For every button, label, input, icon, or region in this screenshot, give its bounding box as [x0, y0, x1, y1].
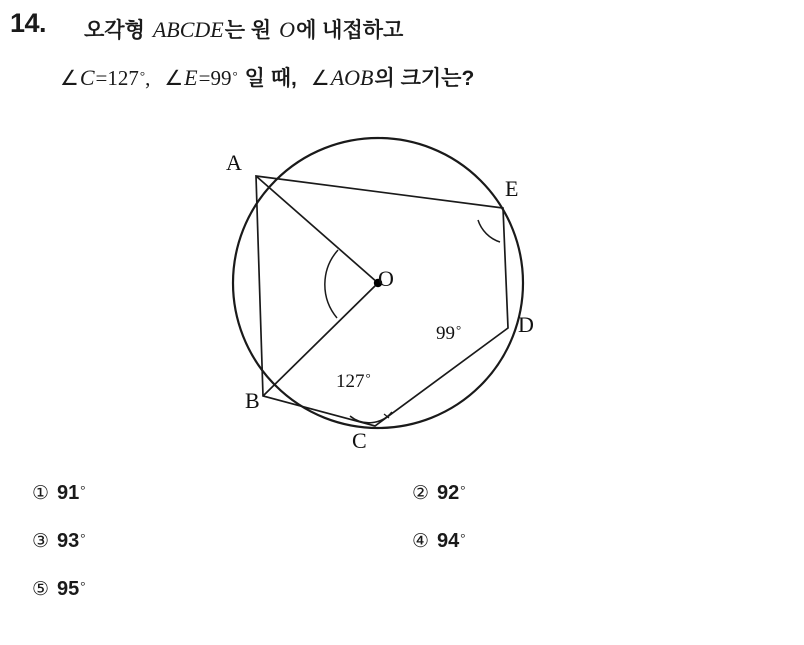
choice-2[interactable] — [412, 480, 466, 505]
choice-value-2: 92 — [437, 482, 460, 504]
choice-marker-2: ② — [412, 482, 430, 504]
comma-separator: , — [145, 66, 151, 90]
vertex-label-e: E — [505, 176, 519, 201]
degree-icon: ° — [456, 322, 462, 337]
degree-icon: ° — [460, 530, 466, 545]
angle-arc-aob — [325, 250, 338, 318]
choice-marker-5: ⑤ — [32, 578, 50, 600]
angle-symbol-e: ∠ — [164, 66, 184, 90]
angle-arc-e — [478, 220, 500, 242]
choice-marker-1: ① — [32, 482, 50, 504]
choice-value-4: 94 — [437, 530, 460, 552]
degree-icon: ° — [232, 68, 238, 83]
figure-angle-c-value: 127 — [336, 371, 365, 392]
vertex-label-a: A — [226, 150, 242, 175]
question-polygon-name: ABCDE — [152, 17, 224, 42]
degree-icon: ° — [80, 482, 86, 497]
equals-e: = — [198, 66, 211, 90]
question-number: 14. — [10, 8, 47, 38]
question-text-pentagon: 오각형 — [84, 19, 145, 42]
figure-angle-e-annotation — [436, 322, 461, 345]
vertex-label-d: D — [518, 312, 534, 337]
question-line-2 — [60, 62, 474, 92]
equals-c: = — [95, 66, 108, 90]
angle-symbol-aob: ∠ — [310, 66, 330, 90]
choice-marker-3: ③ — [32, 530, 50, 552]
angle-aob-name: AOB — [330, 65, 374, 90]
degree-icon: ° — [80, 578, 86, 593]
degree-icon: ° — [460, 482, 466, 497]
choice-value-1: 91 — [57, 482, 80, 504]
vertex-label-c: C — [352, 428, 367, 453]
question-text-when: 일 때, — [244, 67, 297, 90]
angle-c-value: 127 — [107, 66, 139, 90]
question-text-inscribed-in-circle: 는 원 — [224, 19, 272, 42]
figure-angle-c-annotation — [336, 370, 371, 393]
angle-c-name: C — [79, 65, 95, 90]
question-circle-center: O — [279, 17, 296, 42]
choice-value-3: 93 — [57, 530, 80, 552]
degree-icon: ° — [80, 530, 86, 545]
degree-icon: ° — [365, 370, 371, 385]
vertex-label-b: B — [245, 388, 260, 413]
question-text-inscribed-tail: 에 내접하고 — [296, 19, 404, 42]
angle-e-name: E — [184, 65, 198, 90]
geometry-figure — [178, 108, 598, 468]
pentagon-abcde — [256, 176, 508, 426]
figure-angle-e-value: 99 — [436, 323, 455, 344]
choice-4[interactable] — [412, 528, 466, 553]
choice-marker-4: ④ — [412, 530, 430, 552]
angle-e-value: 99 — [210, 66, 232, 90]
angle-symbol-c: ∠ — [60, 66, 79, 90]
degree-icon: ° — [139, 68, 146, 83]
choice-3[interactable] — [32, 528, 86, 553]
choice-value-5: 95 — [57, 578, 80, 600]
question-line-1 — [84, 14, 403, 44]
choice-5[interactable] — [32, 576, 86, 601]
question-text-measure: 의 크기는? — [374, 67, 475, 90]
choice-1[interactable] — [32, 480, 86, 505]
center-label-o: O — [378, 266, 394, 291]
radius-oa — [256, 176, 378, 283]
